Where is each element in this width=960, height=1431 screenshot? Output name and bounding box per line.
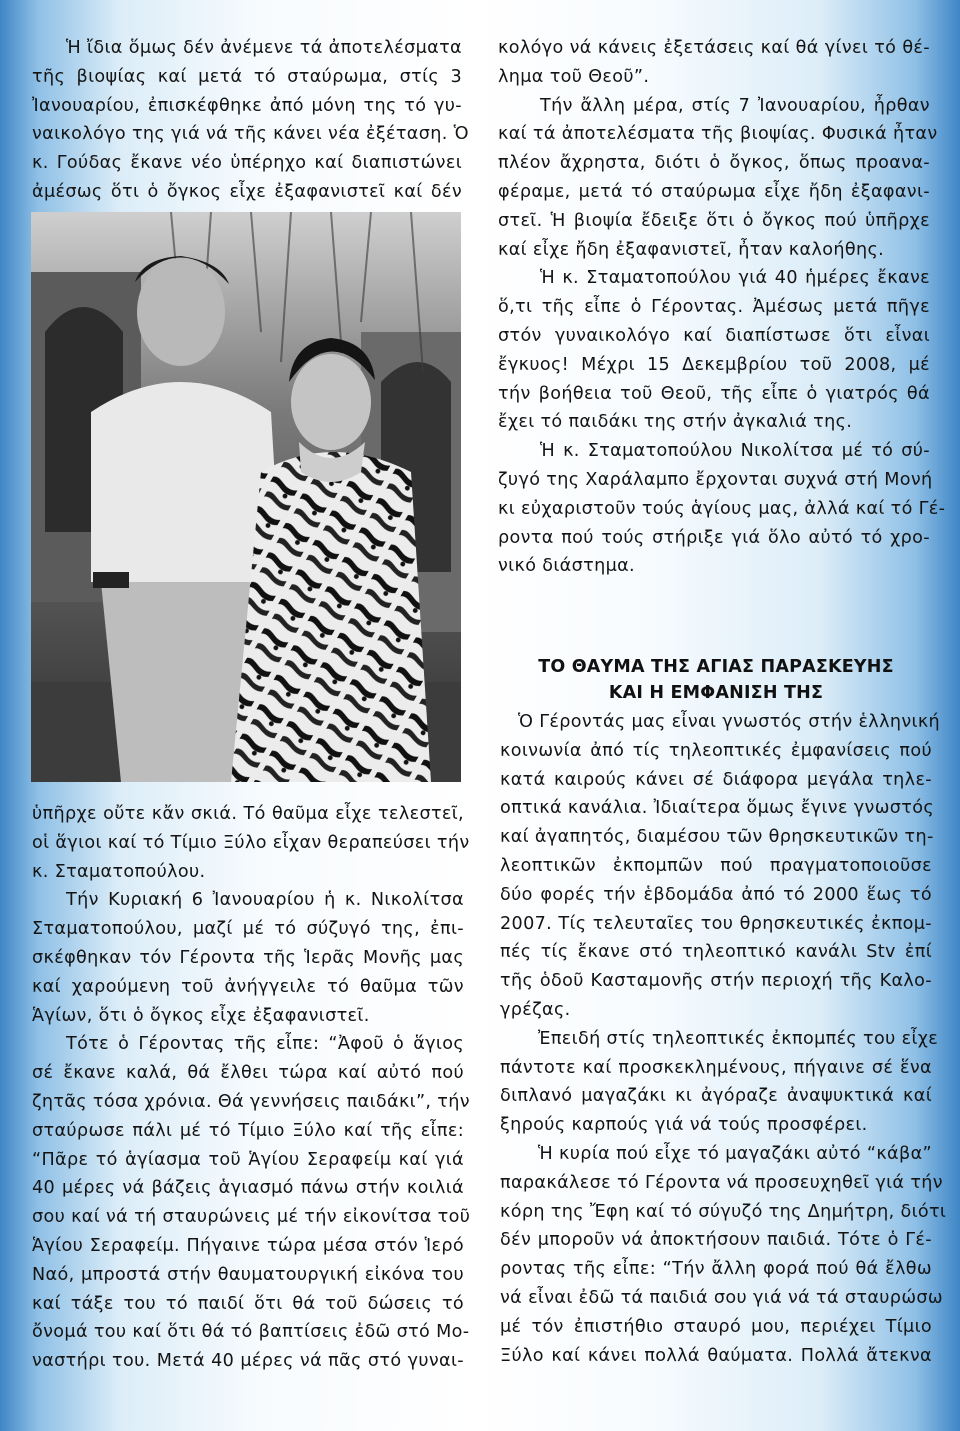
paragraph-line: ὑπῆρχε οὔτε κἄν σκιά. Τό θαῦμα εἶχε τελεστεῖ, (32, 804, 464, 824)
paragraph-line: σου καί νά τή σταυρώνεις μέ τήν εἰκονίτσα τοῦ (32, 1207, 471, 1228)
paragraph-line: γρέζας. (500, 999, 571, 1020)
paragraph-line: ἀμέσως ὅτι ὁ ὄγκος εἶχε ἐξαφανιστεῖ καί δέν (32, 181, 462, 202)
paragraph-line: νικό διάστημα. (498, 556, 635, 577)
paragraph-line: Τότε ὁ Γέροντας τῆς εἶπε: “Ἀφοῦ ὁ ἅγιος (66, 1034, 464, 1055)
paragraph-line: διπλανό μαγαζάκι κι ἀγόραζε ἀναψυκτικά καί (500, 1086, 932, 1107)
paragraph-line: ροντας τῆς εἶπε: “Τήν ἄλλη φορά πού θά ἔλθω (500, 1259, 932, 1280)
paragraph-line: τήν βοήθεια τοῦ Θεοῦ, τῆς εἶπε ὁ γιατρός θά (498, 383, 930, 404)
paragraph-line: Ἡ κ. Σταματοπούλου γιά 40 ἡμέρες ἔκανε (540, 268, 930, 289)
left-column-bottom-text (32, 800, 471, 1376)
paragraph-line: παρακάλεσε τό Γέροντα νά προσευχηθεῖ γιά τήν (500, 1172, 943, 1193)
paragraph-line: ναικολόγο της γιά νά τῆς κάνει νέα ἐξέταση. Ὁ (32, 124, 469, 145)
paragraph-line: λημα τοῦ Θεοῦ”. (498, 66, 650, 87)
paragraph-line: νά εἶναι ἐδῶ τά παιδιά σου γιά νά τά σταυρώσω (500, 1287, 943, 1308)
left-column-top-text (32, 34, 469, 207)
couple-photo (31, 212, 461, 782)
paragraph-line: ὅ,τι τῆς εἶπε ὁ Γέροντας. Ἀμέσως μετά πῆγε (498, 297, 930, 318)
paragraph-line: κοινωνία ἀπό τίς τηλεοπτικές ἐμφανίσεις πού (500, 740, 932, 761)
paragraph-line: ὄνομά του καί ὅτι θά τό βαπτίσεις ἐδῶ στό Μο- (32, 1322, 470, 1343)
paragraph-line: οπτικά κανάλια. Ἰδιαίτερα ὅμως ἔγινε γνωστός (500, 798, 935, 819)
paragraph-line: Ἡ κυρία πού εἶχε τό μαγαζάκι αὐτό “κάβα” (538, 1143, 932, 1164)
paragraph-line: κολόγο νά κάνεις ἐξετάσεις καί θά γίνει τό θέ- (498, 38, 930, 58)
paragraph-line: 2007. Τίς τελευταῖες του θρησκευτικές ἐκπομ- (500, 913, 932, 934)
right-column-top-text (498, 34, 946, 581)
paragraph-line: Ἁγίων, ὅτι ὁ ὄγκος εἶχε ἐξαφανιστεῖ. (32, 1005, 370, 1026)
paragraph-line: Σταματοπούλου, μαζί μέ τό σύζυγό της, ἐπι- (32, 919, 464, 940)
paragraph-line: “Πᾶρε τό ἁγίασμα τοῦ Ἁγίου Σεραφείμ καί γιά (32, 1149, 464, 1170)
paragraph-line: σέ ἔκανε καλά, θά ἔλθει τώρα καί αὐτό πού (32, 1063, 464, 1084)
paragraph-line: μέ τόν ἐπιστήθιο σταυρό μου, περιέχει Τίμιο (500, 1316, 932, 1337)
paragraph-line: τῆς ὁδοῦ Κασταμονῆς στήν περιοχή τῆς Καλο- (500, 971, 932, 992)
paragraph-line: Ξύλο καί κάνει πολλά θαύματα. Πολλά ἄτεκνα (500, 1345, 932, 1366)
paragraph-line: Τήν ἄλλη μέρα, στίς 7 Ἰανουαρίου, ἦρθαν (540, 95, 930, 116)
paragraph-line: δέν μποροῦν νά ἀποκτήσουν παιδιά. Τότε ὁ Γέ- (500, 1230, 932, 1251)
paragraph-line: ναστήρι του. Μετά 40 μέρες νά πᾶς στό γυναι- (32, 1351, 464, 1372)
paragraph-line: Ἐπειδή στίς τηλεοπτικές ἐκπομπές του εἶχε (538, 1028, 939, 1049)
paragraph-line: ἔχει τό παιδάκι της στήν ἀγκαλιά της. (498, 412, 853, 433)
paragraph-line: Τήν Κυριακή 6 Ἰανουαρίου ἡ κ. Νικολίτσα (66, 890, 464, 911)
paragraph-line: Ὁ Γέροντάς μας εἶναι γνωστός στήν ἑλληνική (518, 712, 941, 732)
paragraph-line: Ναό, μπροστά στήν θαυματουργική εἰκόνα του (32, 1264, 464, 1285)
section-heading (500, 654, 932, 706)
paragraph-line: λεοπτικῶν ἐκπομπῶν πού πραγματοποιοῦσε (500, 855, 932, 876)
paragraph-line: δύο φορές τήν ἑβδομάδα ἀπό τό 2000 ἕως τό (500, 884, 932, 905)
paragraph-line: πές τίς ἔκανε στό τηλεοπτικό κανάλι Stv ἐπί (500, 942, 932, 963)
heading-line-2: ΚΑΙ Η ΕΜΦΑΝΙΣΗ ΤΗΣ (608, 683, 824, 703)
right-column-bottom-text (500, 708, 947, 1370)
paragraph-line: φέραμε, μετά τό σταύρωμα εἶχε ἤδη ἐξαφανι- (498, 181, 930, 202)
paragraph-line: ξηρούς καρπούς γιά νά τούς προσφέρει. (500, 1115, 868, 1136)
paragraph-line: στόν γυναικολόγο καί διαπίστωσε ὅτι εἶναι (498, 325, 930, 346)
paragraph-line: τῆς βιοψίας καί μετά τό σταύρωμα, στίς 3 (32, 66, 462, 87)
paragraph-line: Ἡ ἴδια ὅμως δέν ἀνέμενε τά ἀποτελέσματα (66, 38, 462, 58)
paragraph-line: κ. Σταματοπούλου. (32, 861, 206, 882)
paragraph-line: ζυγό της Χαράλαμπο ἔρχονται συχνά στή Μονή (498, 469, 933, 490)
paragraph-line: οἱ ἅγιοι καί τό Τίμιο Ξύλο εἶχαν θεραπεύσει τήν (32, 832, 470, 853)
paragraph-line: σταύρωσε πάλι μέ τό Τίμιο Ξύλο καί τῆς εἶπε: (32, 1120, 464, 1141)
paragraph-line: κόρη της Ἔφη καί τό σύγυζό της Δημήτρη, διότι (500, 1201, 947, 1222)
paragraph-line: σκέφθηκαν τόν Γέροντα τῆς Ἱερᾶς Μονῆς μας (32, 947, 464, 968)
paragraph-line: πάντοτε καί προσκεκλημένους, πήγαινε σέ ἕνα (500, 1057, 932, 1078)
paragraph-line: καί χαρούμενη τοῦ ἀνήγγειλε τό θαῦμα τῶν (32, 976, 464, 997)
paragraph-line: Ἁγίου Σεραφείμ. Πήγαινε τώρα μέσα στόν Ἱερό (32, 1235, 464, 1256)
paragraph-line: καί ἀγαπητός, διαμέσου τῶν θρησκευτικῶν τη- (500, 827, 934, 848)
heading-line-1: ΤΟ ΘΑΥΜΑ ΤΗΣ ΑΓΙΑΣ ΠΑΡΑΣΚΕΥΗΣ (538, 657, 894, 677)
paragraph-line: κατά καιρούς κάνει σέ διάφορα μεγάλα τηλε- (500, 769, 932, 790)
paragraph-line: πλέον ἄχρηστα, διότι ὁ ὄγκος, ὅπως προανα- (498, 153, 930, 174)
paragraph-line: ροντα πού τούς στήριξε γιά ὅλο αὐτό τό χρο- (498, 527, 930, 548)
paragraph-line: Ἰανουαρίου, ἐπισκέφθηκε ἀπό μόνη της τό γυ- (32, 95, 462, 116)
paragraph-line: 40 μέρες νά βάζεις ἁγιασμό πάνω στήν κοιλιά (32, 1178, 464, 1199)
paragraph-line: στεῖ. Ἡ βιοψία ἔδειξε ὅτι ὁ ὄγκος πού ὑπῆρχε (498, 210, 930, 231)
paragraph-line: καί τάξε του τό παιδί ὅτι θά τοῦ δώσεις τό (32, 1293, 464, 1314)
paragraph-line: ἔγκυος! Μέχρι 15 Δεκεμβρίου τοῦ 2008, μέ (498, 354, 930, 375)
paragraph-line: καί τά ἀποτελέσματα τῆς βιοψίας. Φυσικά ἦταν (498, 124, 938, 145)
paragraph-line: καί εἶχε ἤδη ἐξαφανιστεῖ, ἦταν καλοήθης. (498, 239, 885, 260)
paragraph-line: κ. Γούδας ἔκανε νέο ὑπέρηχο καί διαπιστώνει (32, 153, 462, 174)
paragraph-line: κι εὐχαριστοῦν τούς ἁγίους μας, ἀλλά καί τό Γέ- (498, 498, 946, 519)
paragraph-line: ζητᾶς τόσα χρόνια. Θά γεννήσεις παιδάκι”, τήν (32, 1091, 470, 1112)
paragraph-line: Ἡ κ. Σταματοπούλου Νικολίτσα μέ τό σύ- (540, 441, 930, 462)
